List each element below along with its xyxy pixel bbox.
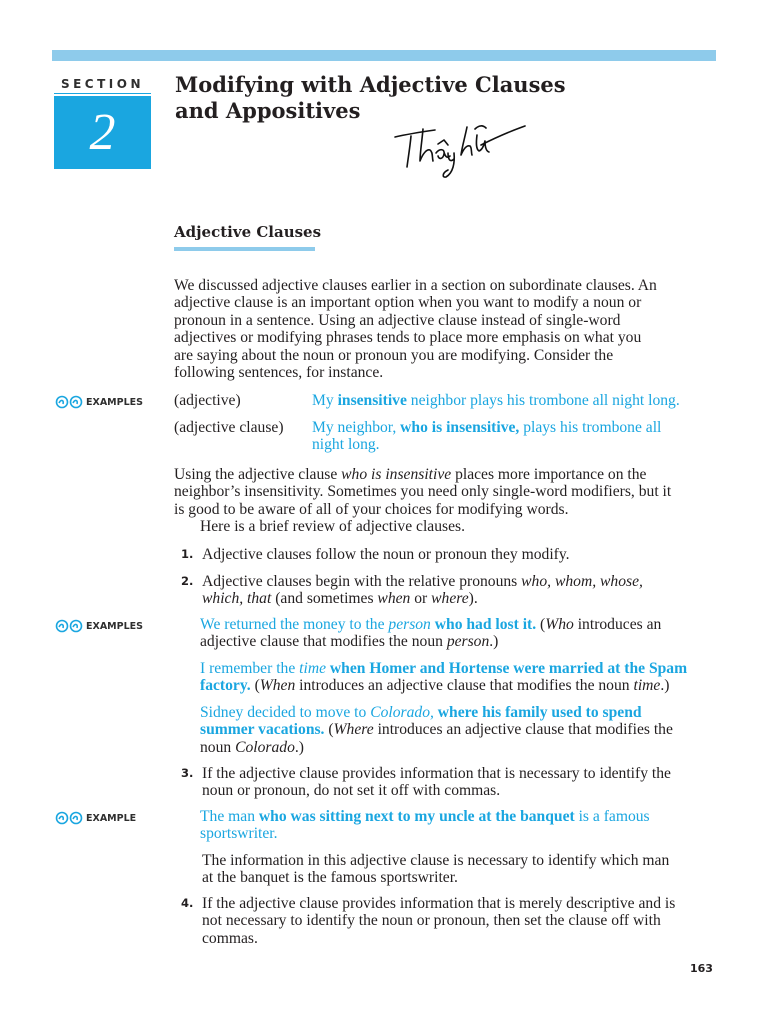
section-number-box bbox=[54, 96, 151, 169]
intro-line: pronoun in a sentence. Using an adjective clause instead of single-word bbox=[174, 311, 621, 329]
example-explanation: The information in this adjective clause is necessary to identify which man at the banquet is the famous sportswriter. bbox=[202, 852, 670, 887]
intro-line: following sentences, for instance. bbox=[174, 364, 384, 382]
section-label: SECTION bbox=[60, 77, 145, 91]
intro-line: adjectives or modifying phrases tends to place more emphasis on what you bbox=[174, 329, 642, 347]
examples-icon bbox=[55, 619, 83, 633]
intro-line: adjective clause is an important option when you want to modify a noun or bbox=[174, 294, 642, 312]
example-sentence-adjective: My insensitive neighbor plays his trombone all night long. bbox=[312, 392, 680, 409]
examples-icon bbox=[55, 395, 83, 409]
title-line-2: and Appositives bbox=[175, 98, 361, 123]
example-label-adjective-clause: (adjective clause) bbox=[174, 419, 284, 436]
example-label-adjective: (adjective) bbox=[174, 392, 241, 409]
example-man-banquet: The man who was sitting next to my uncle at the banquet is a famous sportswriter. bbox=[200, 808, 650, 843]
intro-line: We discussed adjective clauses earlier in a section on subordinate clauses. An bbox=[174, 277, 657, 294]
subheading-underline bbox=[174, 247, 315, 251]
example-person: We returned the money to the person who had lost it. (Who introduces an adjective clause that modifies the noun person.) bbox=[200, 616, 662, 651]
rule-number: 2. bbox=[181, 574, 194, 588]
rule-3-text: If the adjective clause provides information that is necessary to identify the noun or pronoun, do not set it off with commas. bbox=[202, 765, 671, 800]
intro-paragraph bbox=[174, 277, 714, 381]
subheading-adjective-clauses: Adjective Clauses bbox=[174, 223, 322, 241]
examples-label bbox=[55, 619, 143, 633]
example-icon bbox=[55, 811, 83, 825]
handwritten-signature bbox=[393, 115, 528, 180]
top-color-bar bbox=[52, 50, 716, 61]
title-line-1: Modifying with Adjective Clauses bbox=[175, 72, 566, 97]
examples-label bbox=[55, 395, 143, 409]
example-time: I remember the time when Homer and Hortense were married at the Spam factory. (When introduces an adjective clause that modifies the noun time.) bbox=[200, 660, 688, 695]
example-sentence-adjective-clause: My neighbor, who is insensitive, plays his trombone all night long. bbox=[312, 419, 662, 454]
rule-2-text: Adjective clauses begin with the relative pronouns who, whom, whose, which, that (and sometimes when or where). bbox=[202, 573, 643, 608]
example-label bbox=[55, 811, 136, 825]
section-rule bbox=[54, 93, 151, 94]
section-number: 2 bbox=[89, 103, 116, 161]
intro-line: are saying about the noun or pronoun you are modifying. Consider the bbox=[174, 346, 614, 364]
examples-label-text: EXAMPLES bbox=[86, 620, 143, 632]
page-number: 163 bbox=[690, 962, 713, 975]
rule-1-text: Adjective clauses follow the noun or pronoun they modify. bbox=[202, 546, 570, 563]
example-colorado: Sidney decided to move to Colorado, where his family used to spend summer vacations. (Where introduces an adjective clause that modifies the noun Colorado.) bbox=[200, 704, 673, 756]
examples-label-text: EXAMPLES bbox=[86, 396, 143, 408]
rule-number: 1. bbox=[181, 547, 194, 561]
rule-number: 3. bbox=[181, 766, 194, 780]
explanation-paragraph: Using the adjective clause who is insensitive places more importance on the neighbor’s insensitivity. Sometimes you need only single-word modifiers, but it is good to be aware of all of your choices for modifying words. Here is a brief review of adjective clauses. bbox=[174, 466, 672, 536]
rule-number: 4. bbox=[181, 896, 194, 910]
rule-4-text: If the adjective clause provides information that is merely descriptive and is not necessary to identify the noun or pronoun, then set the clause off with commas. bbox=[202, 895, 676, 947]
example-label-text: EXAMPLE bbox=[86, 812, 137, 824]
